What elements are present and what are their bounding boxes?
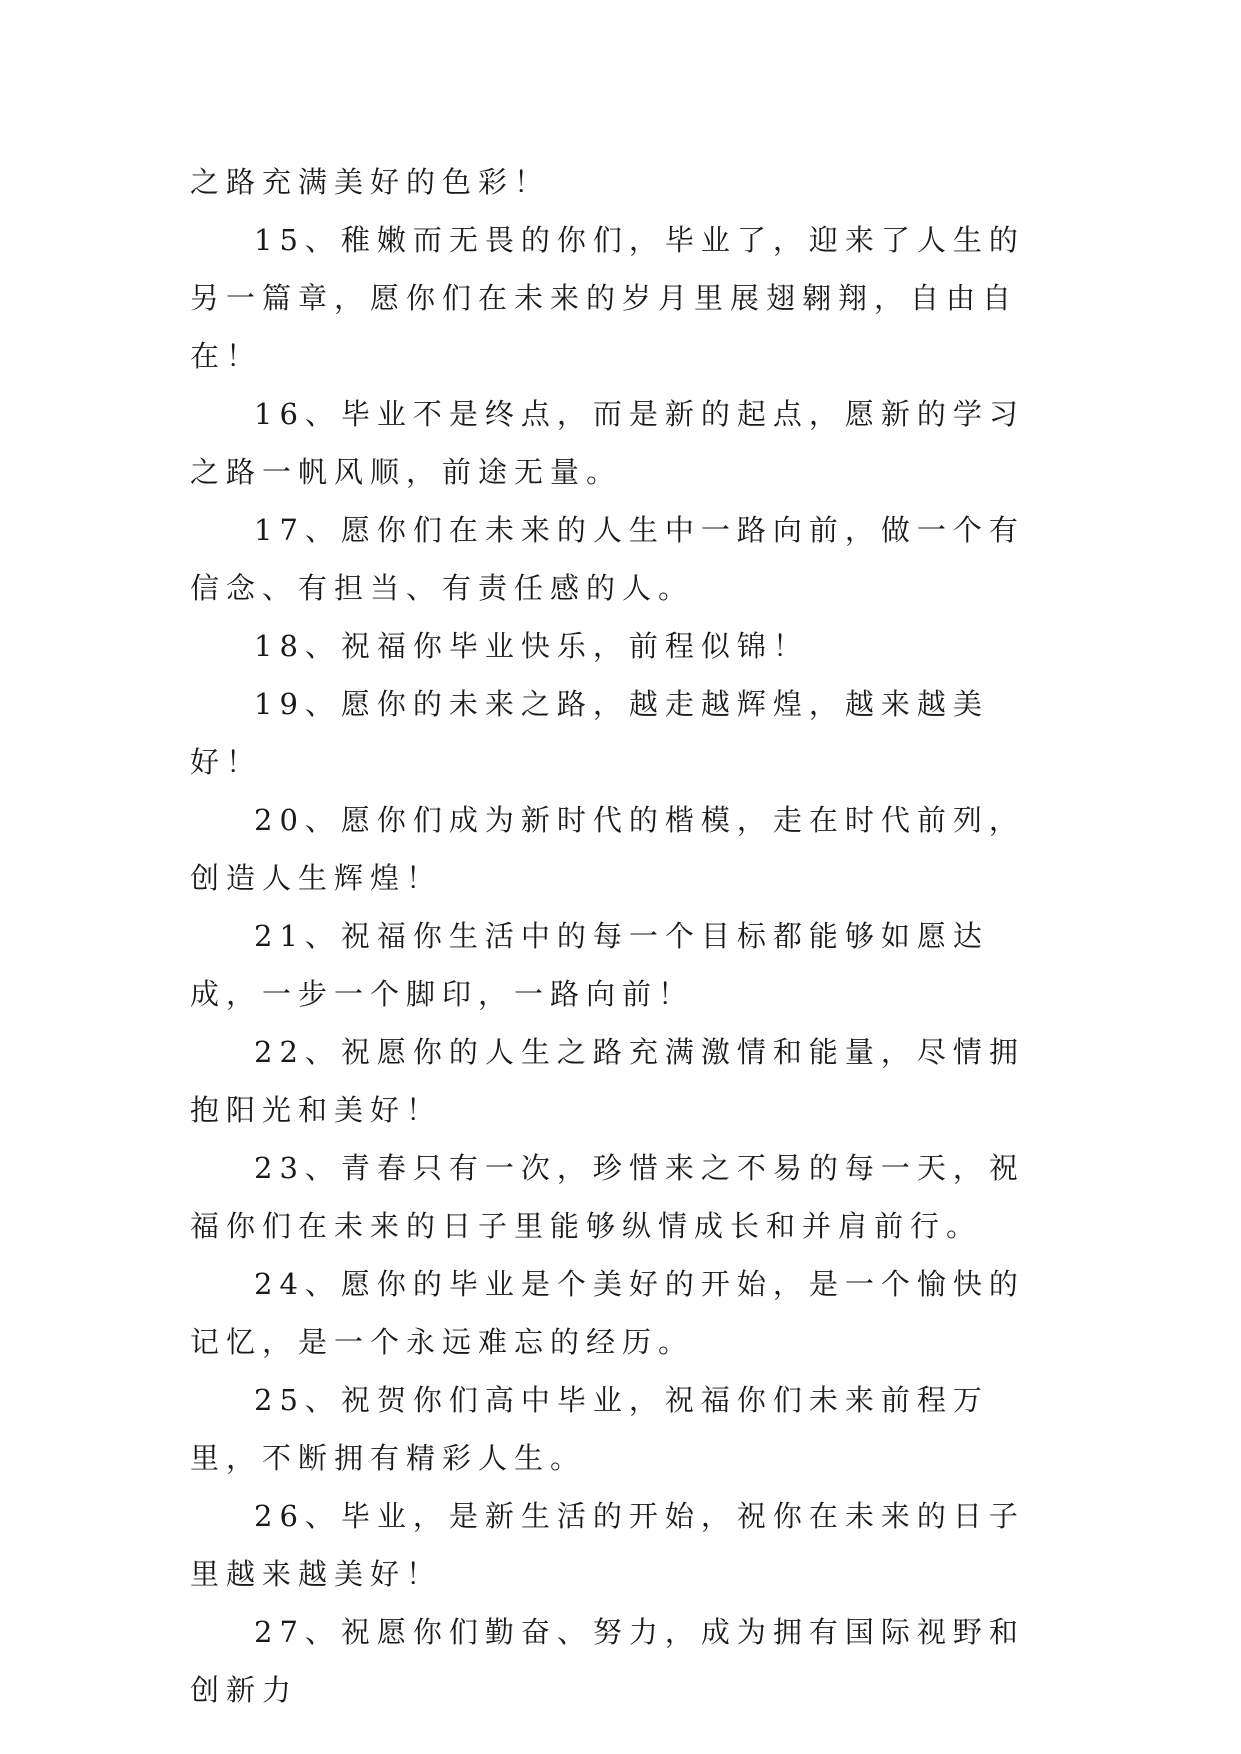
paragraph-20: 20、愿你们成为新时代的楷模，走在时代前列，创造人生辉煌！ [190,803,1025,895]
paragraph-18: 18、祝福你毕业快乐，前程似锦！ [254,629,809,663]
paragraph-19: 19、愿你的未来之路，越走越辉煌，越来越美好！ [190,687,989,779]
paragraph-24: 24、愿你的毕业是个美好的开始，是一个愉快的记忆，是一个永远难忘的经历。 [190,1267,1025,1359]
paragraph-26: 26、毕业，是新生活的开始，祝你在未来的日子里越来越美好！ [190,1499,1025,1591]
document-body [190,153,1050,1719]
paragraph-continuation: 之路充满美好的色彩！ [190,165,551,199]
paragraph-15: 15、稚嫩而无畏的你们，毕业了，迎来了人生的另一篇章，愿你们在未来的岁月里展翅翱翔，自由自在！ [190,223,1025,373]
paragraph-27: 27、祝愿你们勤奋、努力，成为拥有国际视野和创新力 [190,1615,1025,1707]
paragraph-25: 25、祝贺你们高中毕业，祝福你们未来前程万里，不断拥有精彩人生。 [190,1383,989,1475]
paragraph-22: 22、祝愿你的人生之路充满激情和能量，尽情拥抱阳光和美好！ [190,1035,1025,1127]
paragraph-17: 17、愿你们在未来的人生中一路向前，做一个有信念、有担当、有责任感的人。 [190,513,1025,605]
paragraph-21: 21、祝福你生活中的每一个目标都能够如愿达成，一步一个脚印，一路向前！ [190,919,989,1011]
paragraph-16: 16、毕业不是终点，而是新的起点，愿新的学习之路一帆风顺，前途无量。 [190,397,1025,489]
paragraph-23: 23、青春只有一次，珍惜来之不易的每一天，祝福你们在未来的日子里能够纵情成长和并肩前行。 [190,1151,1025,1243]
